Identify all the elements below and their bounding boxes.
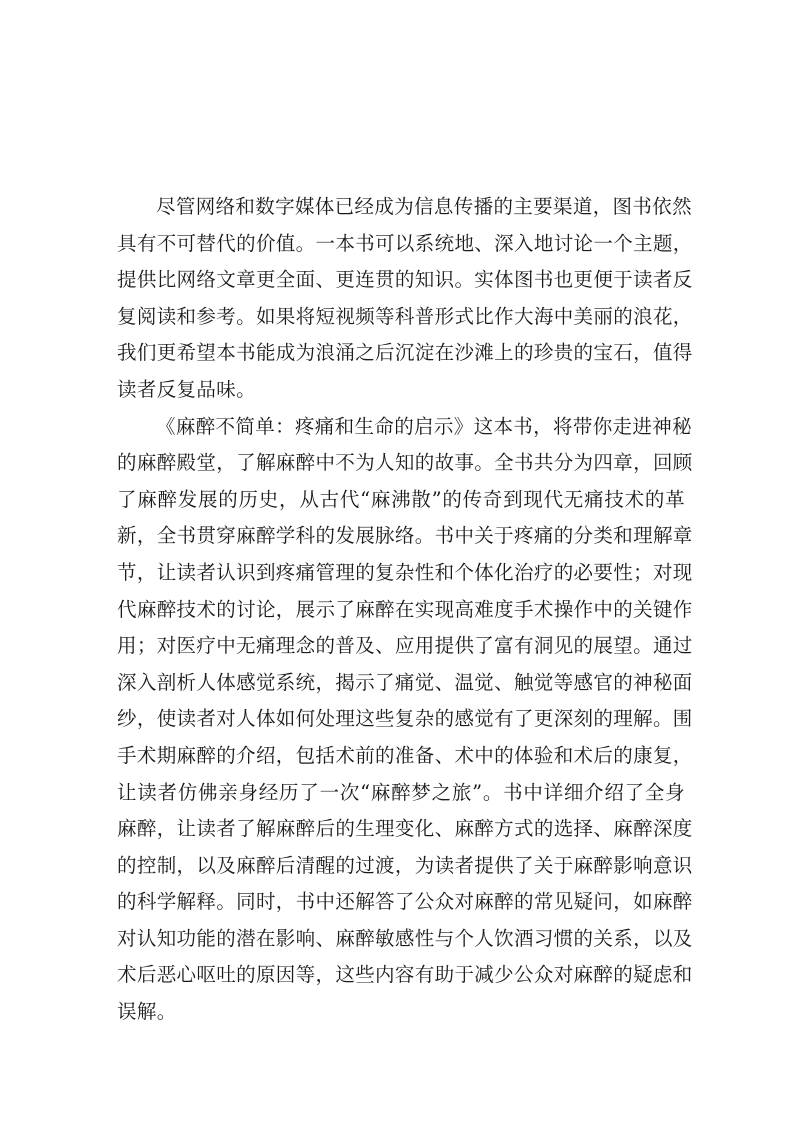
paragraph-line: 读者反复品味。 [117, 377, 256, 401]
paragraph-line: 手术期麻醉的介绍，包括术前的准备、术中的体验和术后的康复， [117, 743, 693, 767]
paragraph-line: 《麻醉不简单：疼痛和生命的启示》这本书，将带你走进神秘 [156, 414, 692, 438]
paragraph-line: 新，全书贯穿麻醉学科的发展脉络。书中关于疼痛的分类和理解章 [117, 524, 693, 548]
paragraph-2 [117, 409, 693, 1031]
paragraph-line: 深入剖析人体感觉系统，揭示了痛觉、温觉、触觉等感官的神秘面 [117, 670, 693, 694]
paragraph-line: 节，让读者认识到疼痛管理的复杂性和个体化治疗的必要性；对现 [117, 560, 693, 584]
paragraph-line: 我们更希望本书能成为浪涌之后沉淀在沙滩上的珍贵的宝石，值得 [117, 341, 693, 365]
paragraph-line: 具有不可替代的价值。一本书可以系统地、深入地讨论一个主题， [117, 231, 693, 255]
paragraph-line: 代麻醉技术的讨论，展示了麻醉在实现高难度手术操作中的关键作 [117, 597, 693, 621]
paragraph-line: 了麻醉发展的历史，从古代“麻沸散”的传奇到现代无痛技术的革 [117, 487, 685, 511]
paragraph-line: 的科学解释。同时，书中还解答了公众对麻醉的常见疑问，如麻醉 [117, 890, 693, 914]
paragraph-line: 对认知功能的潜在影响、麻醉敏感性与个人饮酒习惯的关系，以及 [117, 926, 693, 950]
paragraph-line: 的控制，以及麻醉后清醒的过渡，为读者提供了关于麻醉影响意识 [117, 853, 693, 877]
paragraph-line: 尽管网络和数字媒体已经成为信息传播的主要渠道，图书依然 [156, 195, 692, 218]
paragraph-line: 误解。 [117, 1000, 177, 1024]
paragraph-line: 纱，使读者对人体如何处理这些复杂的感觉有了更深刻的理解。围 [117, 707, 693, 731]
paragraph-line: 提供比网络文章更全面、更连贯的知识。实体图书也更便于读者反 [117, 268, 693, 292]
paragraph-line: 让读者仿佛亲身经历了一次“麻醉梦之旅”。书中详细介绍了全身 [117, 780, 685, 804]
paragraph-1 [117, 189, 693, 409]
paragraph-line: 的麻醉殿堂，了解麻醉中不为人知的故事。全书共分为四章，回顾 [117, 451, 693, 475]
paragraph-line: 麻醉，让读者了解麻醉后的生理变化、麻醉方式的选择、麻醉深度 [117, 817, 693, 841]
paragraph-line: 复阅读和参考。如果将短视频等科普形式比作大海中美丽的浪花， [117, 304, 693, 328]
paragraph-line: 术后恶心呕吐的原因等，这些内容有助于减少公众对麻醉的疑虑和 [117, 963, 693, 987]
paragraph-line: 用；对医疗中无痛理念的普及、应用提供了富有洞见的展望。通过 [117, 634, 693, 658]
body-text [117, 189, 693, 1031]
